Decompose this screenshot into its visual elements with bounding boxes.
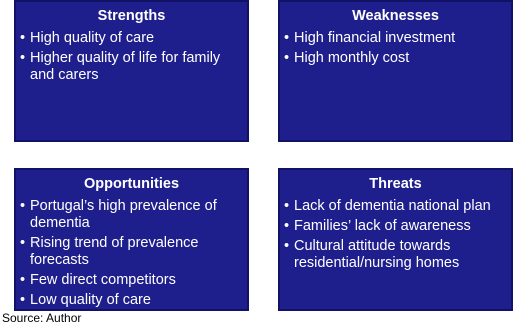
- opportunities-list: [16, 198, 247, 309]
- list-item: • Higher quality of life for family and carers: [20, 50, 221, 83]
- bullet-icon: •: [20, 50, 26, 66]
- list-item: • Rising trend of prevalence forecasts: [20, 235, 199, 268]
- threats-title: Threats: [369, 176, 422, 192]
- source-caption: Source: Author: [2, 311, 82, 325]
- list-item: • Lack of dementia national plan: [284, 198, 491, 214]
- bullet-icon: •: [20, 272, 26, 288]
- list-item: • High financial investment: [284, 30, 456, 46]
- list-item: • Low quality of care: [20, 292, 151, 308]
- list-item: • Cultural attitude towards residential/nursing homes: [284, 238, 460, 271]
- bullet-icon: •: [20, 235, 26, 251]
- bullet-icon: •: [20, 198, 26, 214]
- bullet-icon: •: [20, 292, 26, 308]
- opportunities-title: Opportunities: [83, 176, 180, 192]
- opportunities-box: [14, 168, 249, 311]
- bullet-icon: •: [284, 198, 290, 214]
- list-item: • High quality of care: [20, 30, 155, 46]
- bullet-icon: •: [284, 50, 290, 66]
- bullet-icon: •: [20, 30, 26, 46]
- list-item: • Portugal’s high prevalence of dementia: [20, 198, 217, 231]
- strengths-title: Strengths: [97, 8, 166, 24]
- threats-list: [280, 198, 511, 272]
- bullet-icon: •: [284, 238, 290, 254]
- weaknesses-box: [278, 0, 513, 142]
- weaknesses-title: Weaknesses: [352, 8, 439, 24]
- weaknesses-list: [280, 30, 511, 67]
- strengths-box: [14, 0, 249, 142]
- list-item: • Families’ lack of awareness: [284, 218, 471, 234]
- strengths-list: [16, 30, 247, 84]
- list-item: • Few direct competitors: [20, 272, 176, 288]
- bullet-icon: •: [284, 30, 290, 46]
- threats-box: [278, 168, 513, 311]
- bullet-icon: •: [284, 218, 290, 234]
- list-item: • High monthly cost: [284, 50, 410, 66]
